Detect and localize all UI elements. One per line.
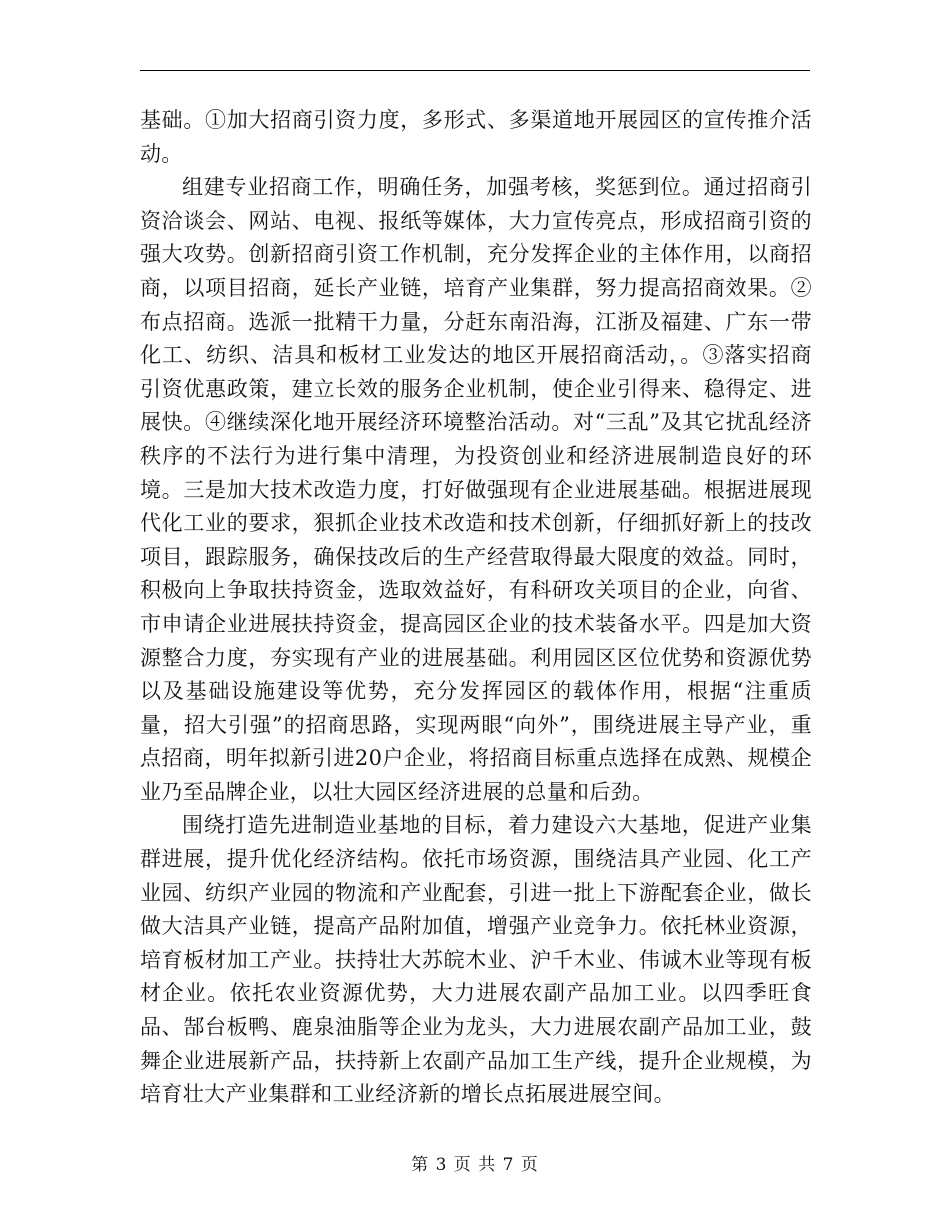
body-text xyxy=(140,104,812,1112)
paragraph-2: 组建专业招商工作，明确任务，加强考核，奖惩到位。通过招商引资洽谈会、网站、电视、报纸等媒体，大力宣传亮点，形成招商引资的强大攻势。创新招商引资工作机制，充分发挥企业的主体作用，以商招商，以项目招商，延长产业链，培育产业集群，努力提高招商效果。②布点招商。选派一批精干力量，分赶东南沿海，江浙及福建、广东一带化工、纺织、洁具和板材工业发达的地区开展招商活动，。③落实招商引资优惠政策，建立长效的服务企业机制，使企业引得来、稳得定、进展快。④继续深化地开展经济环境整治活动。对“三乱”及其它扰乱经济秩序的不法行为进行集中清理，为投资创业和经济进展制造良好的环境。三是加大技术改造力度，打好做强现有企业进展基础。根据进展现代化工业的要求，狠抓企业技术改造和技术创新，仔细抓好新上的技改项目，跟踪服务，确保技改后的生产经营取得最大限度的效益。同时，积极向上争取扶持资金，选取效益好，有科研攻关项目的企业，向省、市申请企业进展扶持资金，提高园区企业的技术装备水平。四是加大资源整合力度，夯实现有产业的进展基础。利用园区区位优势和资源优势以及基础设施建设等优势，充分发挥园区的载体作用，根据“注重质量，招大引强”的招商思路，实现两眼“向外”，围绕进展主导产业，重点招商，明年拟新引进20户企业，将招商目标重点选择在成熟、规模企业乃至品牌企业，以壮大园区经济进展的总量和后劲。 xyxy=(140,175,812,804)
header-rule xyxy=(140,70,810,71)
page-footer: 第 3 页 共 7 页 xyxy=(411,1155,539,1175)
paragraph-3: 围绕打造先进制造业基地的目标，着力建设六大基地，促进产业集群进展，提升优化经济结构。依托市场资源，围绕洁具产业园、化工产业园、纺织产业园的物流和产业配套，引进一批上下游配套企业，做长做大洁具产业链，提高产品附加值，增强产业竞争力。依托林业资源，培育板材加工产业。扶持壮大苏皖木业、沪千木业、伟诚木业等现有板材企业。依托农业资源优势，大力进展农副产品加工业。以四季旺食品、郜台板鸭、鹿泉油脂等企业为龙头，大力进展农副产品加工业，鼓舞企业进展新产品，扶持新上农副产品加工生产线，提升企业规模，为培育壮大产业集群和工业经济新的增长点拓展进展空间。 xyxy=(140,813,812,1107)
paragraph-1: 基础。①加大招商引资力度，多形式、多渠道地开展园区的宣传推介活动。 xyxy=(140,108,812,166)
